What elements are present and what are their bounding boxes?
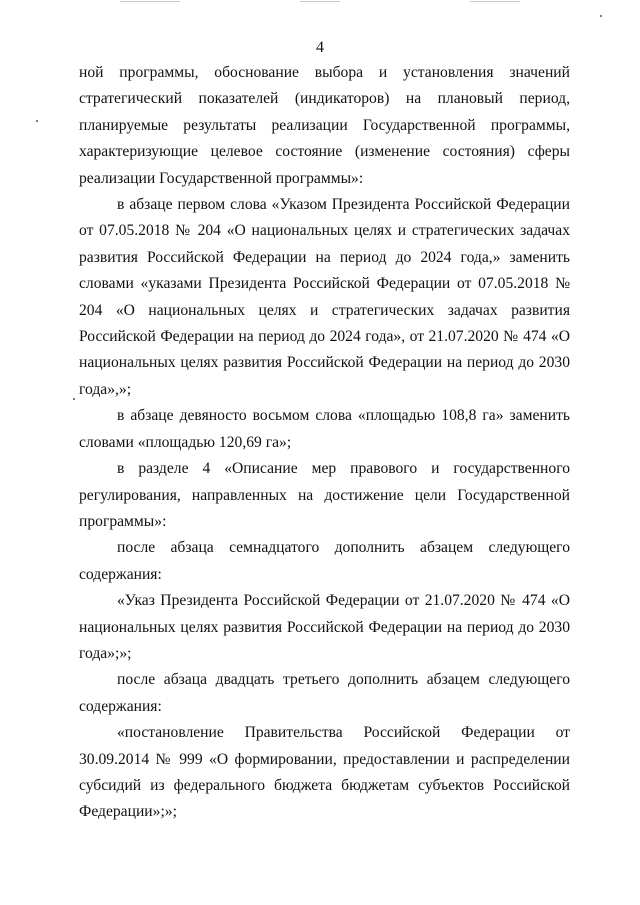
paragraph-7: после абзаца двадцать третьего дополнить абзацем следующего содержания: bbox=[79, 671, 570, 715]
scan-artifact-line bbox=[120, 1, 180, 2]
document-body bbox=[79, 60, 570, 826]
scan-artifact-line bbox=[300, 1, 340, 2]
scan-speck bbox=[600, 15, 602, 17]
scan-speck bbox=[73, 398, 75, 400]
paragraph-8: «постановление Правительства Российской Федерации от 30.09.2014 № 999 «О формировании, предоставлении и распределении субсидий из федерального бюджета бюджетам субъектов Российской Федерации»;»; bbox=[79, 724, 570, 821]
paragraph-1: ной программы, обоснование выбора и установления значений стратегический показателей (индикаторов) на плановый период, планируемые результаты реализации Государственной программы, характеризующие целевое состояние (изменение состояния) сферы реализации Государственной программы»: bbox=[79, 64, 570, 187]
paragraph-3: в абзаце девяносто восьмом слова «площадью 108,8 га» заменить словами «площадью 120,69 га»; bbox=[79, 407, 570, 451]
scan-artifact-line bbox=[470, 1, 520, 2]
paragraph-5: после абзаца семнадцатого дополнить абзацем следующего содержания: bbox=[79, 539, 570, 583]
page-number: 4 bbox=[316, 39, 324, 56]
paragraph-6: «Указ Президента Российской Федерации от 21.07.2020 № 474 «О национальных целях развития Российской Федерации на период до 2030 года»;»; bbox=[79, 592, 570, 662]
paragraph-4: в разделе 4 «Описание мер правового и государственного регулирования, направленных на достижение цели Государственной программы»: bbox=[79, 460, 570, 530]
scan-speck bbox=[36, 120, 38, 122]
paragraph-2: в абзаце первом слова «Указом Президента Российской Федерации от 07.05.2018 № 204 «О национальных целях и стратегических задачах развития Российской Федерации на период до 2024 года,» заменить словами «указами Президента Российской Федерации от 07.05.2018 № 204 «О национальных целях и стратегических задачах развития Российской Федерации на период до 2024 года», от 21.07.2020 № 474 «О национальных целях развития Российской Федерации на период до 2030 года»,»; bbox=[79, 196, 570, 398]
